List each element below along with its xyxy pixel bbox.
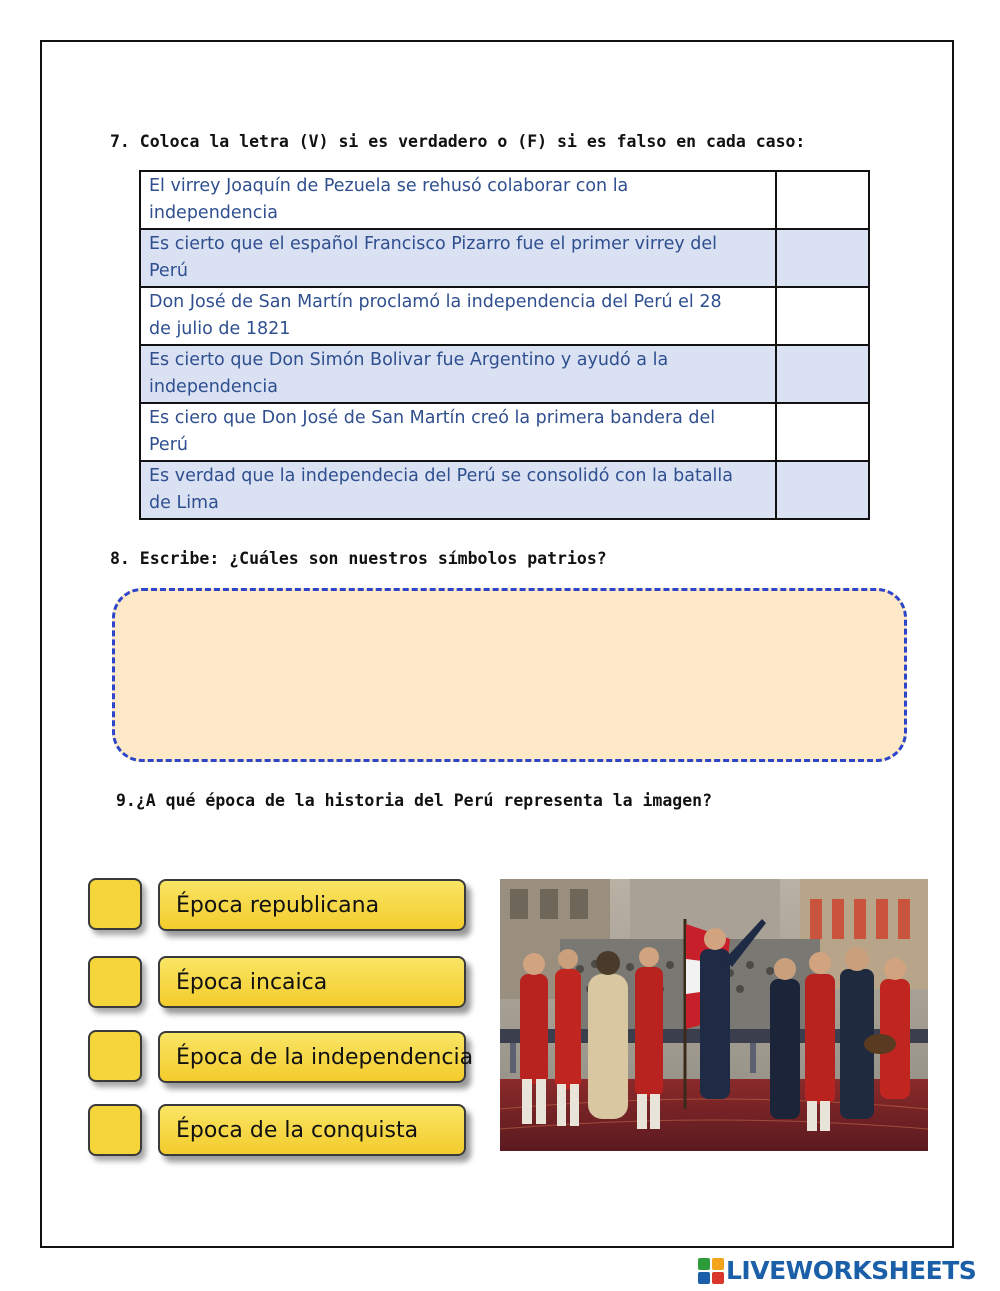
statement-cell (140, 229, 776, 287)
statement-cell (140, 171, 776, 229)
statement-line: de julio de 1821 (149, 319, 291, 339)
answer-cell-6[interactable] (776, 461, 869, 519)
statement-line: Don José de San Martín proclamó la independencia del Perú el 28 (149, 292, 722, 312)
statement-line: Es cierto que Don Simón Bolivar fue Argentino y ayudó a la (149, 350, 669, 370)
statement-cell (140, 287, 776, 345)
option-label-independencia[interactable]: Época de la independencia (158, 1031, 466, 1083)
statement-cell (140, 403, 776, 461)
table-row (140, 229, 869, 287)
answer-cell-1[interactable] (776, 171, 869, 229)
statement-line: Es ciero que Don José de San Martín creó la primera bandera del (149, 408, 716, 428)
table-row (140, 171, 869, 229)
table-row (140, 461, 869, 519)
statement-line: Es cierto que el español Francisco Pizarro fue el primer virrey del (149, 234, 718, 254)
option-label-incaica[interactable]: Época incaica (158, 956, 466, 1008)
option-label-conquista[interactable]: Época de la conquista (158, 1104, 466, 1156)
answer-cell-2[interactable] (776, 229, 869, 287)
statement-line: Perú (149, 435, 188, 455)
statement-line: El virrey Joaquín de Pezuela se rehusó colaborar con la (149, 176, 629, 196)
liveworksheets-logo-icon (698, 1258, 724, 1284)
table-row (140, 287, 869, 345)
option-checkbox-conquista[interactable] (88, 1104, 142, 1156)
statement-line: de Lima (149, 493, 219, 513)
option-checkbox-incaica[interactable] (88, 956, 142, 1008)
option-checkbox-independencia[interactable] (88, 1030, 142, 1082)
liveworksheets-brand (698, 1258, 976, 1284)
statement-line: independencia (149, 203, 278, 223)
answer-cell-5[interactable] (776, 403, 869, 461)
brand-text: LIVEWORKSHEETS (726, 1256, 977, 1285)
table-row (140, 345, 869, 403)
answer-cell-4[interactable] (776, 345, 869, 403)
independence-proclamation-painting (500, 879, 928, 1151)
statement-line: Perú (149, 261, 188, 281)
statement-cell (140, 461, 776, 519)
table-row (140, 403, 869, 461)
option-checkbox-republicana[interactable] (88, 878, 142, 930)
symbols-answer-box[interactable] (112, 588, 907, 762)
question-8-title: 8. Escribe: ¿Cuáles son nuestros símbolos patrios? (110, 549, 607, 568)
question-9-title: 9.¿A qué época de la historia del Perú representa la imagen? (116, 791, 713, 810)
question-7-title: 7. Coloca la letra (V) si es verdadero o (F) si es falso en cada caso: (110, 132, 806, 151)
statement-line: Es verdad que la independecia del Perú se consolidó con la batalla (149, 466, 734, 486)
answer-cell-3[interactable] (776, 287, 869, 345)
statement-cell (140, 345, 776, 403)
statement-line: independencia (149, 377, 278, 397)
option-label-republicana[interactable]: Época republicana (158, 879, 466, 931)
true-false-table (139, 170, 870, 520)
